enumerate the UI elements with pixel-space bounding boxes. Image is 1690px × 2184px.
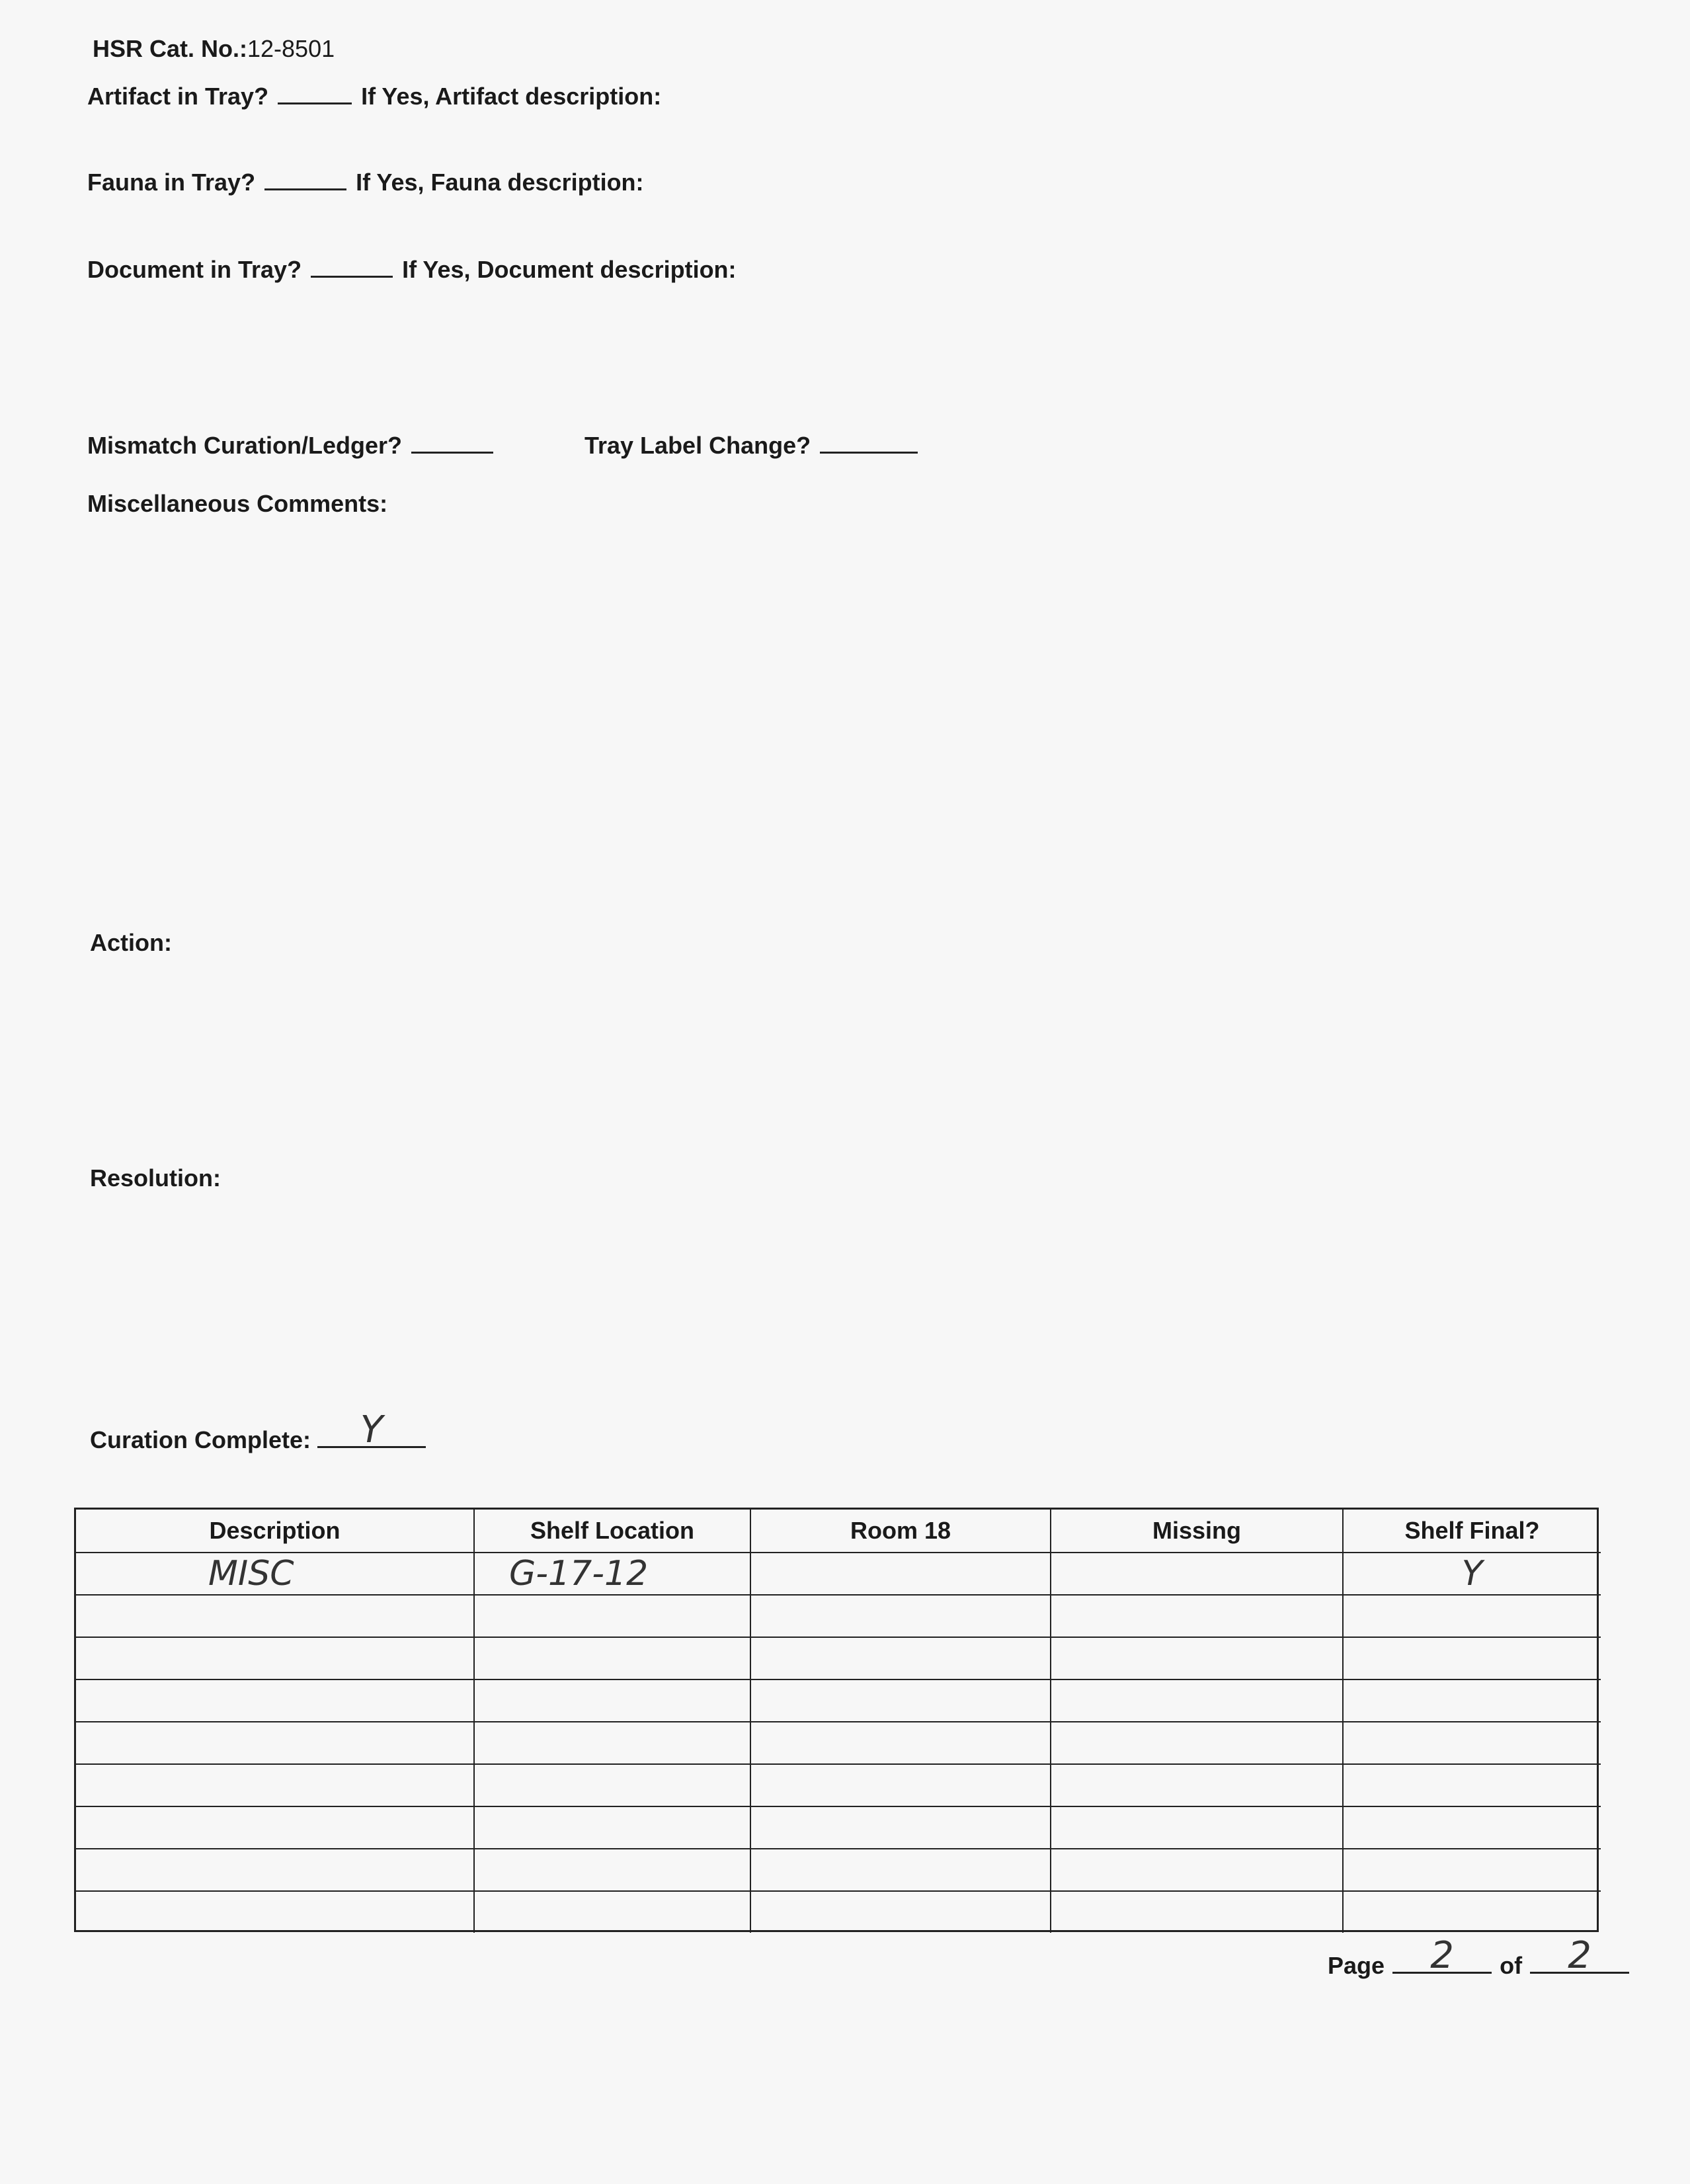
artifact-description-label: If Yes, Artifact description: (361, 83, 662, 110)
table-cell[interactable] (1051, 1764, 1343, 1806)
table-cell[interactable] (76, 1595, 474, 1637)
table-cell[interactable]: MISC (76, 1553, 474, 1595)
table-cell[interactable]: Y (1343, 1553, 1601, 1595)
table-row (76, 1849, 1601, 1891)
artifact-answer-field[interactable] (278, 83, 352, 104)
inventory-table (74, 1508, 1599, 1932)
hsr-cat-value: 12-8501 (247, 35, 335, 62)
table-cell[interactable] (76, 1891, 474, 1933)
curation-complete-row (90, 1408, 428, 1455)
table-cell[interactable] (1051, 1849, 1343, 1891)
header-description: Description (76, 1510, 474, 1553)
table-cell[interactable] (1343, 1849, 1601, 1891)
table-cell[interactable] (750, 1891, 1051, 1933)
table-cell[interactable] (1343, 1722, 1601, 1764)
hsr-cat-label: HSR Cat. No.: (93, 35, 247, 62)
document-answer-field[interactable] (311, 256, 393, 278)
table-cell[interactable] (750, 1679, 1051, 1722)
table-cell[interactable] (474, 1764, 750, 1806)
table-cell[interactable] (474, 1849, 750, 1891)
document-row (87, 255, 737, 284)
table-cell[interactable] (1051, 1595, 1343, 1637)
table-cell[interactable] (1343, 1595, 1601, 1637)
hsr-cat-number (93, 34, 335, 63)
table-cell[interactable] (1343, 1637, 1601, 1679)
table-cell[interactable] (76, 1637, 474, 1679)
table-cell[interactable] (76, 1722, 474, 1764)
table-cell[interactable] (1343, 1679, 1601, 1722)
table-cell[interactable] (474, 1637, 750, 1679)
table-cell[interactable] (474, 1891, 750, 1933)
table-cell[interactable] (1343, 1764, 1601, 1806)
document-description-label: If Yes, Document description: (402, 256, 737, 283)
table-cell[interactable] (474, 1595, 750, 1637)
table-cell[interactable] (1343, 1806, 1601, 1849)
resolution-label: Resolution: (90, 1164, 221, 1192)
table-cell[interactable] (76, 1764, 474, 1806)
table-cell[interactable] (750, 1806, 1051, 1849)
table-row (76, 1891, 1601, 1933)
tray-label-row (584, 431, 920, 460)
header-room-18: Room 18 (750, 1510, 1051, 1553)
table-cell[interactable] (1051, 1806, 1343, 1849)
curation-complete-field[interactable] (317, 1408, 426, 1451)
table-row (76, 1722, 1601, 1764)
table-row (76, 1637, 1601, 1679)
page-number-field[interactable] (1392, 1934, 1492, 1977)
total-pages-field[interactable] (1530, 1934, 1629, 1977)
table-row (76, 1553, 1601, 1595)
table-row (76, 1595, 1601, 1637)
page-label: Page (1328, 1952, 1385, 1979)
table-cell[interactable] (1051, 1679, 1343, 1722)
table-row (76, 1764, 1601, 1806)
table-cell[interactable] (750, 1553, 1051, 1595)
table-cell[interactable]: G-17-12 (474, 1553, 750, 1595)
curation-complete-label: Curation Complete: (90, 1426, 311, 1453)
mismatch-question: Mismatch Curation/Ledger? (87, 432, 403, 459)
table-header-row (76, 1510, 1601, 1553)
tray-label-answer-field[interactable] (820, 432, 918, 454)
table-cell[interactable] (76, 1806, 474, 1849)
page-counter (1328, 1934, 1630, 1980)
artifact-question: Artifact in Tray? (87, 83, 269, 110)
curation-complete-value: Y (360, 1408, 383, 1451)
misc-comments-label: Miscellaneous Comments: (87, 490, 388, 517)
table-cell[interactable] (750, 1637, 1051, 1679)
table-cell[interactable] (474, 1806, 750, 1849)
artifact-row (87, 82, 661, 111)
mismatch-row (87, 431, 496, 460)
table-cell[interactable] (750, 1849, 1051, 1891)
of-label: of (1500, 1952, 1523, 1979)
table-cell[interactable] (474, 1722, 750, 1764)
table-cell[interactable] (1051, 1637, 1343, 1679)
table-cell[interactable] (1051, 1722, 1343, 1764)
table-row (76, 1679, 1601, 1722)
mismatch-answer-field[interactable] (411, 432, 493, 454)
table-cell[interactable] (76, 1679, 474, 1722)
table-cell[interactable] (1051, 1553, 1343, 1595)
fauna-answer-field[interactable] (264, 169, 346, 190)
table-cell[interactable] (76, 1849, 474, 1891)
table-cell[interactable] (1343, 1891, 1601, 1933)
document-question: Document in Tray? (87, 256, 302, 283)
header-shelf-location: Shelf Location (474, 1510, 750, 1553)
fauna-question: Fauna in Tray? (87, 169, 256, 196)
total-pages-value: 2 (1568, 1934, 1591, 1977)
page-number-value: 2 (1430, 1934, 1454, 1977)
table-cell[interactable] (750, 1722, 1051, 1764)
table-cell[interactable] (750, 1595, 1051, 1637)
table-cell[interactable] (1051, 1891, 1343, 1933)
header-shelf-final: Shelf Final? (1343, 1510, 1601, 1553)
tray-label-question: Tray Label Change? (584, 432, 811, 459)
fauna-description-label: If Yes, Fauna description: (356, 169, 644, 196)
table-cell[interactable] (474, 1679, 750, 1722)
fauna-row (87, 168, 644, 197)
table-cell[interactable] (750, 1764, 1051, 1806)
table-row (76, 1806, 1601, 1849)
action-label: Action: (90, 929, 172, 956)
header-missing: Missing (1051, 1510, 1343, 1553)
